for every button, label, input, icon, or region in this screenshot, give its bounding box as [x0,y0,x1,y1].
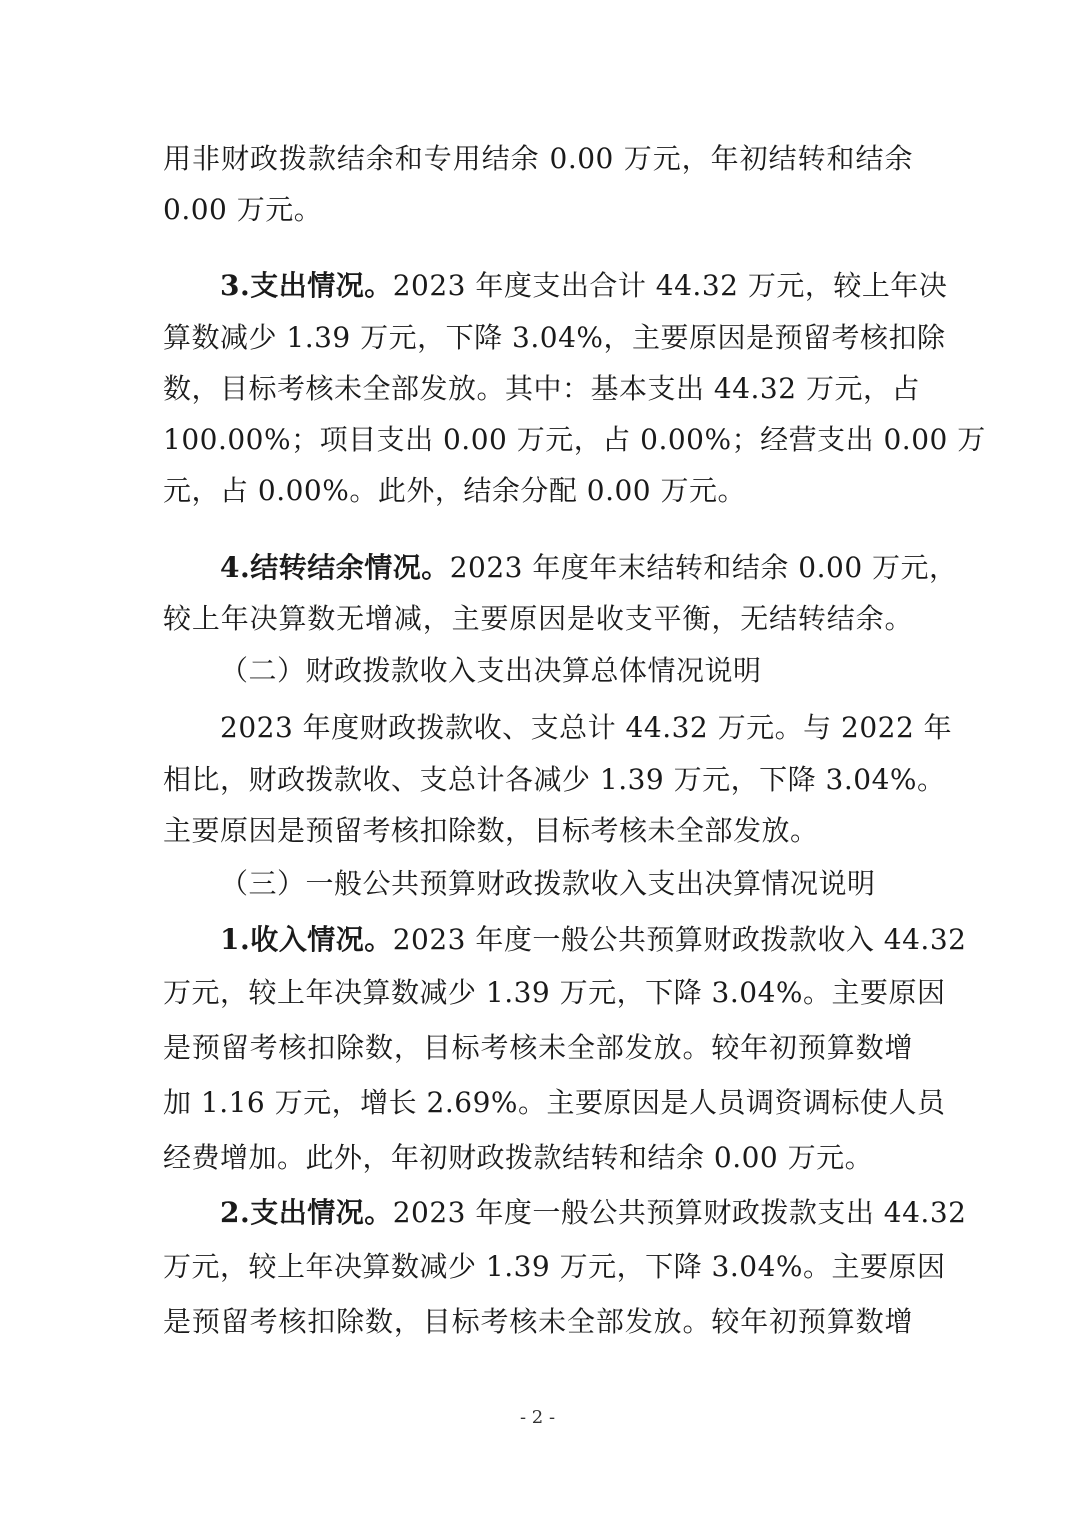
paragraph-line: 经费增加。此外，年初财政拨款结转和结余 0.00 万元。 [163,1141,874,1174]
paragraph-text: 2023 年度一般公共预算财政拨款支出 44.32 [392,1196,967,1229]
paragraph-line: 2023 年度财政拨款收、支总计 44.32 万元。与 2022 年 [220,711,953,744]
paragraph-line: 较上年决算数无增减，主要原因是收支平衡，无结转结余。 [163,602,913,635]
paragraph-line: 算数减少 1.39 万元，下降 3.04%，主要原因是预留考核扣除 [163,321,946,354]
paragraph-line: 数，目标考核未全部发放。其中：基本支出 44.32 万元，占 [163,372,920,405]
paragraph-text: 2023 年度年末结转和结余 0.00 万元， [449,551,958,584]
paragraph-text: 2023 年度支出合计 44.32 万元，较上年决 [392,269,948,302]
expense-heading: 2.支出情况。 [220,1196,393,1229]
income-paragraph-first-line [220,920,967,960]
paragraph-line: 用非财政拨款结余和专用结余 0.00 万元，年初结转和结余 [163,142,913,175]
paragraph-line: 加 1.16 万元，增长 2.69%。主要原因是人员调资调标使人员 [163,1086,946,1119]
paragraph-line: 万元，较上年决算数减少 1.39 万元，下降 3.04%。主要原因 [163,1250,946,1283]
paragraph-line: 100.00%；项目支出 0.00 万元，占 0.00%；经营支出 0.00 万 [163,423,986,456]
paragraph-line: 相比，财政拨款收、支总计各减少 1.39 万元，下降 3.04%。 [163,763,946,796]
section-title: （三）一般公共预算财政拨款收入支出决算情况说明 [220,867,876,900]
expenditure-paragraph-first-line [220,266,948,306]
income-heading: 1.收入情况。 [220,923,393,956]
paragraph-line: 元，占 0.00%。此外，结余分配 0.00 万元。 [163,474,746,507]
paragraph-text: 2023 年度一般公共预算财政拨款收入 44.32 [392,923,967,956]
paragraph-line: 万元，较上年决算数减少 1.39 万元，下降 3.04%。主要原因 [163,976,946,1009]
carryover-heading: 4.结转结余情况。 [220,551,450,584]
section-title: （二）财政拨款收入支出决算总体情况说明 [220,654,762,687]
page-number: - 2 - [519,1407,556,1428]
expense-paragraph-first-line [220,1193,967,1233]
paragraph-line: 0.00 万元。 [163,193,323,226]
paragraph-line: 主要原因是预留考核扣除数，目标考核未全部发放。 [163,814,819,847]
carryover-paragraph-first-line [220,548,958,588]
expenditure-heading: 3.支出情况。 [220,269,393,302]
paragraph-line: 是预留考核扣除数，目标考核未全部发放。较年初预算数增 [163,1031,913,1064]
paragraph-line: 是预留考核扣除数，目标考核未全部发放。较年初预算数增 [163,1305,913,1338]
